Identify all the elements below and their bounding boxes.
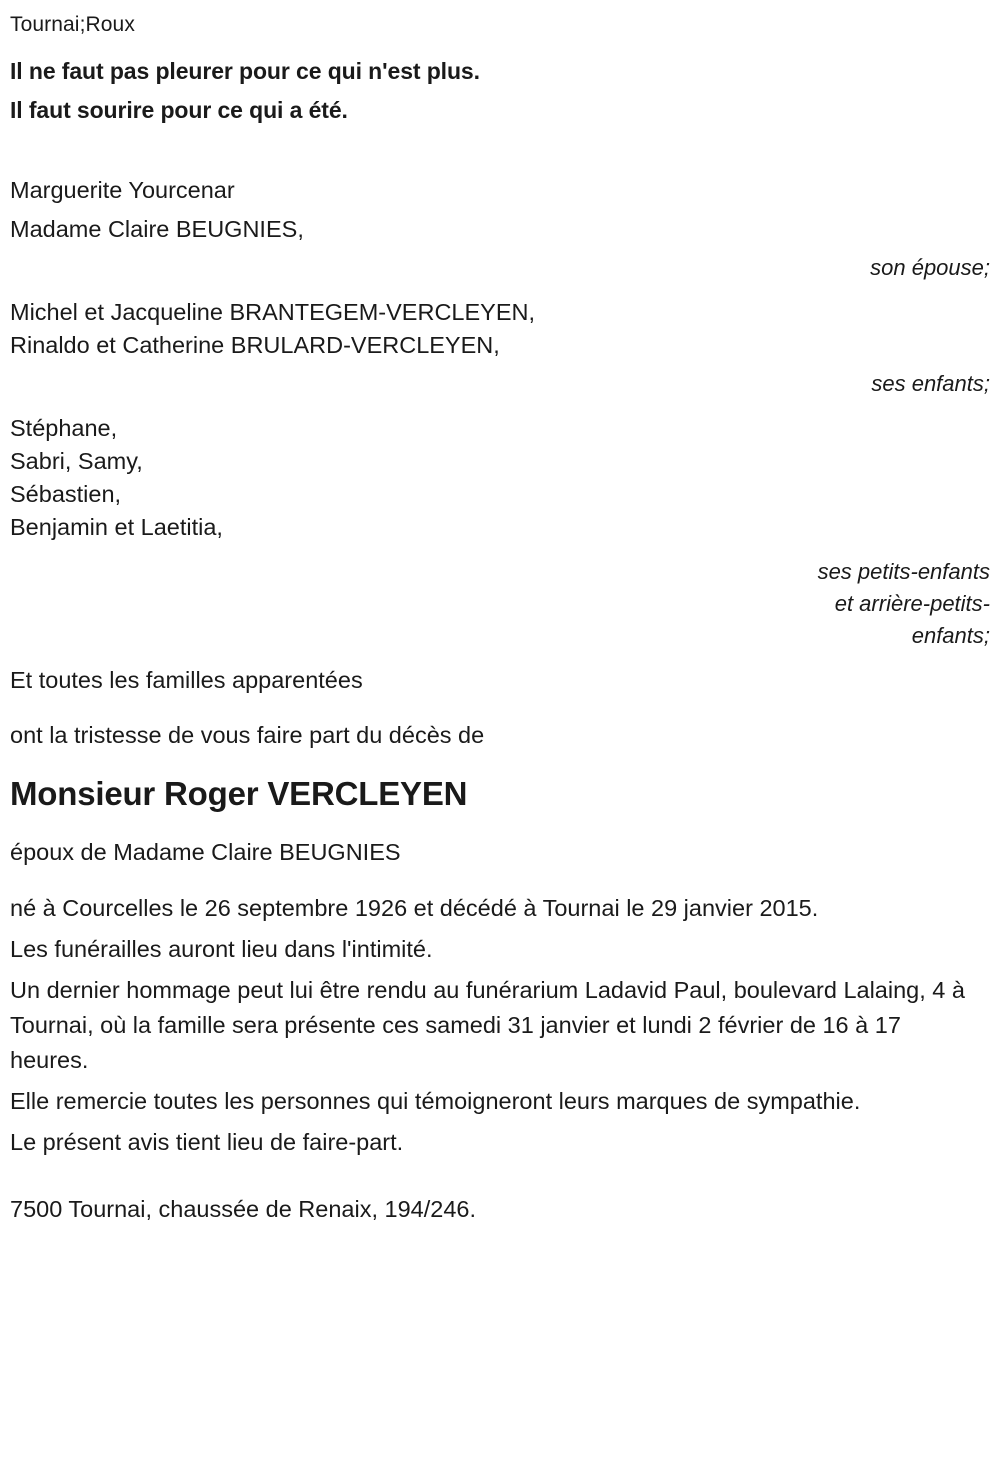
survivor-name: Madame Claire BEUGNIES, [10,216,304,242]
survivor-name: Sabri, Samy, [10,448,143,474]
spacer [10,814,990,836]
spacer [10,869,990,891]
origin-locations: Tournai;Roux [10,13,135,36]
deceased-name: Monsieur Roger VERCLEYEN [10,775,468,812]
spacer [10,544,990,556]
relation-label-wrap [10,556,990,652]
spacer [10,1160,990,1192]
detail-visitation: Un dernier hommage peut lui être rendu au funérarium Ladavid Paul, boulevard Lalaing, 4 à Tournai, où la famille sera présente ces samedi 31 janvier et lundi 2 février de 16 à 17 heures. [10,977,972,1073]
relation-label-grandchildren-line-1: ses petits-enfants [817,559,990,584]
spacer [10,284,990,296]
quote-line-2: Il faut sourire pour ce qui a été. [10,97,348,123]
survivor-group-children [10,296,990,400]
family-address: 7500 Tournai, chaussée de Renaix, 194/246. [10,1196,476,1222]
survivor-name: Stéphane, [10,415,118,441]
spouse-of-text: époux de Madame Claire BEUGNIES [10,839,401,865]
detail-funeral-private: Les funérailles auront lieu dans l'intimité. [10,936,433,962]
relation-label-grandchildren-line-3: enfants; [911,623,990,648]
detail-notice-statement: Le présent avis tient lieu de faire-part. [10,1129,404,1155]
relation-label-children: ses enfants; [871,371,990,396]
relation-label-spouse: son épouse; [870,255,990,280]
survivor-name: Michel et Jacqueline BRANTEGEM-VERCLEYEN, [10,299,536,325]
other-families: Et toutes les familles apparentées [10,667,363,693]
spacer [10,697,990,719]
survivor-name: Benjamin et Laetitia, [10,514,223,540]
quote-author: Marguerite Yourcenar [10,177,235,203]
spacer [10,652,990,664]
announcement-intro: ont la tristesse de vous faire part du décès de [10,722,485,748]
spacer [10,400,990,412]
survivor-name: Rinaldo et Catherine BRULARD-VERCLEYEN, [10,332,500,358]
spacer [10,752,990,774]
detail-thanks: Elle remercie toutes les personnes qui témoigneront leurs marques de sympathie. [10,1088,861,1114]
spacer [10,40,990,52]
quote-line-1: Il ne faut pas pleurer pour ce qui n'est plus. [10,58,480,84]
relation-label-grandchildren-line-2: et arrière-petits- [834,591,990,616]
relation-label-wrap [10,252,990,284]
survivor-group-spouse [10,213,990,284]
survivor-group-grandchildren [10,412,990,652]
relation-label-wrap [10,368,990,400]
detail-birth-death: né à Courcelles le 26 septembre 1926 et décédé à Tournai le 29 janvier 2015. [10,895,819,921]
survivor-name: Sébastien, [10,481,122,507]
spacer [10,130,990,174]
